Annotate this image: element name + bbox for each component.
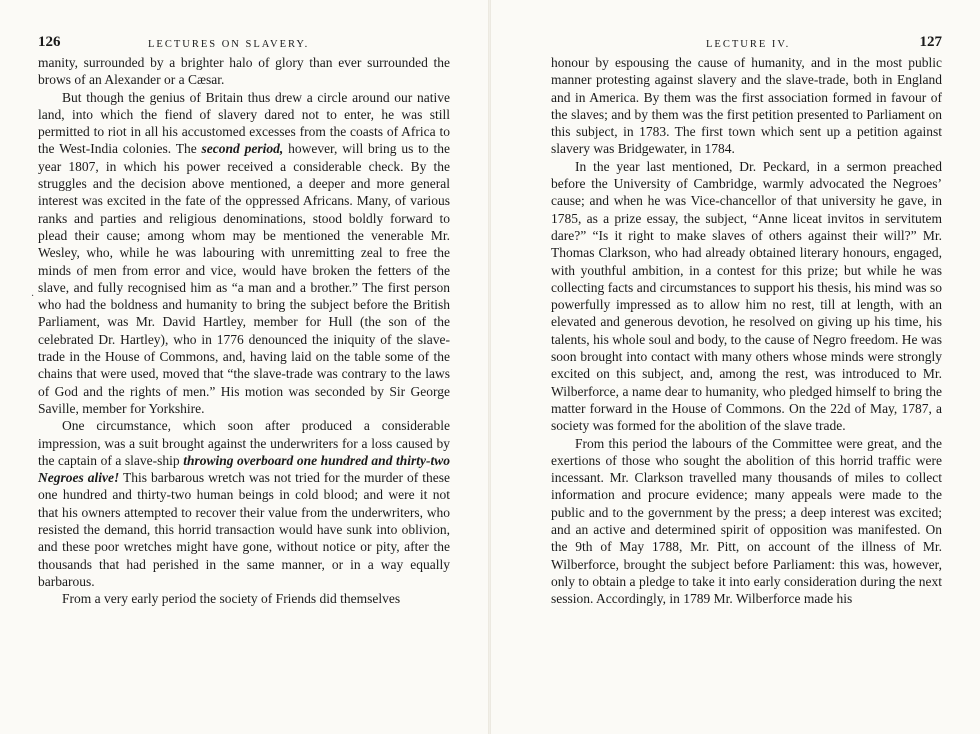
paragraph <box>38 417 450 590</box>
text-run: From a very early period the society of Friends did themselves <box>62 591 401 607</box>
text-run: honour by espousing the cause of humanity, and in the most public manner protesting against slavery and the slave-trade, both in England and in America. By them was the first association formed in favour of the slaves; and by them was the first petition presented to Parliament on this subject, in 1783. The first town which sent up a petition against slavery was Bridgewater, in 1784. <box>551 55 942 157</box>
left-page-body <box>38 54 450 608</box>
right-page-number: 127 <box>919 34 942 50</box>
paragraph <box>38 590 450 607</box>
right-page-header <box>551 34 942 54</box>
text-run: One circumstance, which soon after produced a considerable impression, was a suit brought against the underwriters for a loss caused by the captain of a slave-ship <box>38 418 450 468</box>
text-run: manity, surrounded by a brighter halo of glory than ever surrounded the brows of an Alexander or a Cæsar. <box>38 55 450 88</box>
text-run: From this period the labours of the Committee were great, and the exertions of those who sought the abolition of this horrid traffic were incessant. Mr. Clarkson travelled many thousands of miles to collect information and procure evidence; many appeals were made to the public and to the government by the press; a deep interest was excited; and an active and determined spirit of opposition was manifested. On the 9th of May 1788, Mr. Pitt, on account of the illness of Mr. Wilberforce, brought the subject before Parliament: this was, however, only to obtain a pledge to take it into early consideration during the next session. Accordingly, in 1789 Mr. Wilberforce made his <box>551 435 942 607</box>
margin-mark: · <box>31 291 35 302</box>
right-page <box>490 0 980 734</box>
paragraph <box>38 54 450 89</box>
paragraph <box>38 89 450 418</box>
text-run: But though the genius of Britain thus drew a circle around our native land, into which the fiend of slavery dared not to enter, he was still permitted to riot in all his accustomed excesses from the coasts of Africa to the West-India colonies. The <box>38 89 450 157</box>
text-run: This barbarous wretch was not tried for the murder of these one hundred and thirty-two human beings in cold blood; and were it not that his owners attempted to recover their value from the underwriters, who resisted the demand, this horrid transaction would have sunk into oblivion, and these poor wretches might have gone, without notice or pity, after the thousands that had perished in the same manner, or in a way equally barbarous. <box>38 470 450 589</box>
italic-text: throwing overboard one hundred and thirty-two Negroes alive! <box>38 452 450 486</box>
left-page-header <box>38 34 450 54</box>
paragraph <box>551 158 942 435</box>
italic-text: second period, <box>201 141 284 157</box>
left-running-head: LECTURES ON SLAVERY. <box>148 39 310 50</box>
left-page-number: 126 <box>38 34 61 50</box>
right-page-body <box>551 54 942 608</box>
paragraph <box>551 54 942 158</box>
right-running-head: LECTURE IV. <box>706 39 791 50</box>
paragraph <box>551 435 942 608</box>
text-run: In the year last mentioned, Dr. Peckard, in a sermon preached before the University of Cambridge, warmly advocated the Negroes’ cause; and when he was Vice-chancellor of that university he gave, in 1785, as a prize essay, the subject, “Anne liceat invitos in servitutem dare?” “Is it right to make slaves of others against their will?” Mr. Thomas Clarkson, who had already obtained literary honours, engaged, with youthful ambition, in a contest for this prize; but while he was collecting facts and circumstances to support his thesis, his mind was so powerfully impressed as to allow him no rest, till at length, with an elevated and generous devotion, he resolved on giving up his time, his talents, his whole soul and body, to the cause of Negro freedom. He was soon brought into contact with many others whose minds were strongly excited on this subject, and, among the rest, was introduced to Mr. Wilberforce, a name dear to humanity, who pledged himself to bring the matter forward in the House of Commons. On the 22d of May, 1787, a society was formed for the abolition of the slave trade. <box>551 158 942 434</box>
text-run: however, will bring us to the year 1807, in which his power received a considerable check. By the struggles and the decision above mentioned, a deeper and more general interest was excited in the fate of the oppressed Africans. Many, of various ranks and parties and religious denominations, stood boldly forward to plead their cause; among whom may be mentioned the venerable Mr. Wesley, who, while he was labouring with unremitting zeal to free the minds of men from error and vice, would have broken the fetters of the slave, and fully recognised him as “a man and a brother.” The first person who had the boldness and humanity to bring the subject before the British Parliament, was Mr. David Hartley, member for Hull (the son of the celebrated Dr. Hartley), who in 1776 denounced the iniquity of the slave-trade in the House of Commons, and, having laid on the table some of the chains that were used, moved that “the slave-trade was contrary to the laws of God and the rights of men.” His motion was seconded by Sir George Saville, member for Yorkshire. <box>38 141 451 416</box>
